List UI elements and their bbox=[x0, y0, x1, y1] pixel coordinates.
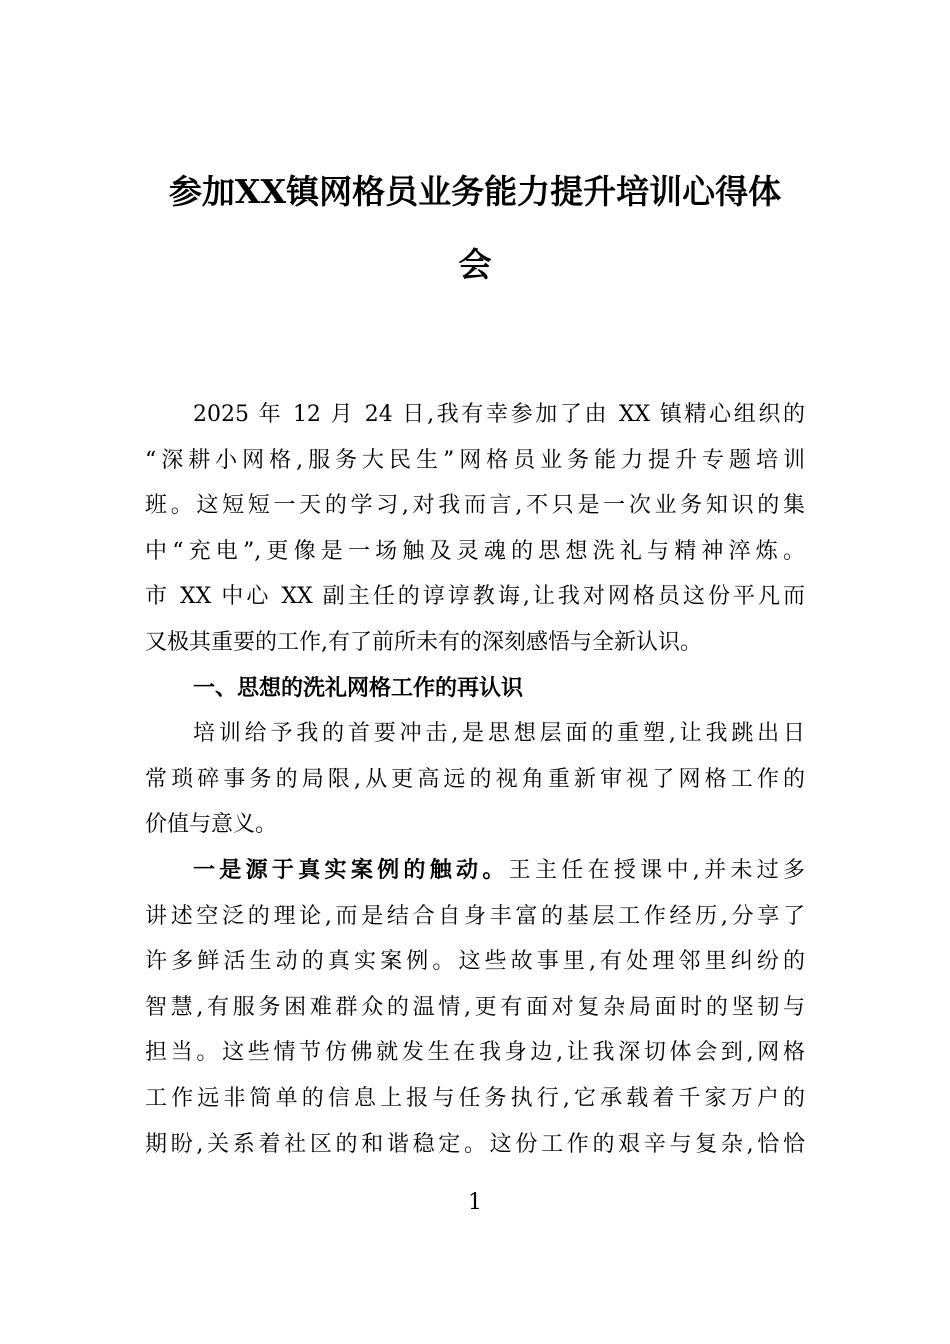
text-line: 市 XX 中心 XX 副主任的谆谆教诲,让我对网格员这份平凡而 bbox=[145, 584, 805, 610]
text-line: 培训给予我的首要冲击,是思想层面的重塑,让我跳出日 bbox=[193, 721, 805, 747]
text-line: 讲述空泛的理论,而是结合自身丰富的基层工作经历,分享了 bbox=[145, 903, 805, 929]
text-line: 常琐碎事务的局限,从更高远的视角重新审视了网格工作的 bbox=[145, 766, 805, 792]
text-line: “深耕小网格,服务大民生”网格员业务能力提升专题培训 bbox=[145, 447, 805, 473]
text-line: 价值与意义。 bbox=[145, 812, 278, 838]
text-line bbox=[145, 848, 805, 894]
text-line: 又极其重要的工作,有了前所未有的深刻感悟与全新认识。 bbox=[145, 629, 702, 655]
text-line: 工作远非简单的信息上报与任务执行,它承载着千家万户的 bbox=[145, 1085, 805, 1111]
document-title-line-1: 参加XX镇网格员业务能力提升培训心得体 bbox=[168, 172, 782, 211]
section-heading: 一、思想的洗礼网格工作的再认识 bbox=[193, 675, 524, 701]
text-line: 智慧,有服务困难群众的温情,更有面对复杂局面时的坚韧与 bbox=[145, 994, 805, 1020]
text-line: 班。这短短一天的学习,对我而言,不只是一次业务知识的集 bbox=[145, 493, 805, 519]
text-line: 2025 年 12 月 24 日,我有幸参加了由 XX 镇精心组织的 bbox=[193, 402, 805, 427]
paragraph-training-impact bbox=[145, 711, 805, 848]
paragraph-real-cases bbox=[145, 848, 805, 1167]
text-line: 中“充电”,更像是一场触及灵魂的思想洗礼与精神淬炼。 bbox=[145, 538, 805, 564]
text-line: 许多鲜活生动的真实案例。这些故事里,有处理邻里纠纷的 bbox=[145, 949, 805, 975]
text-line: 期盼,关系着社区的和谐稳定。这份工作的艰辛与复杂,恰恰 bbox=[145, 1131, 805, 1157]
paragraph-intro bbox=[145, 392, 805, 666]
document-body bbox=[145, 392, 805, 1167]
document-title-line-2: 会 bbox=[458, 245, 492, 284]
bold-lead: 一是源于真实案例的触动。 bbox=[193, 856, 509, 883]
text-line: 担当。这些情节仿佛就发生在我身边,让我深切体会到,网格 bbox=[145, 1040, 805, 1066]
page-number: 1 bbox=[468, 1190, 482, 1215]
text-span: 王主任在授课中,并未过多 bbox=[508, 857, 805, 883]
